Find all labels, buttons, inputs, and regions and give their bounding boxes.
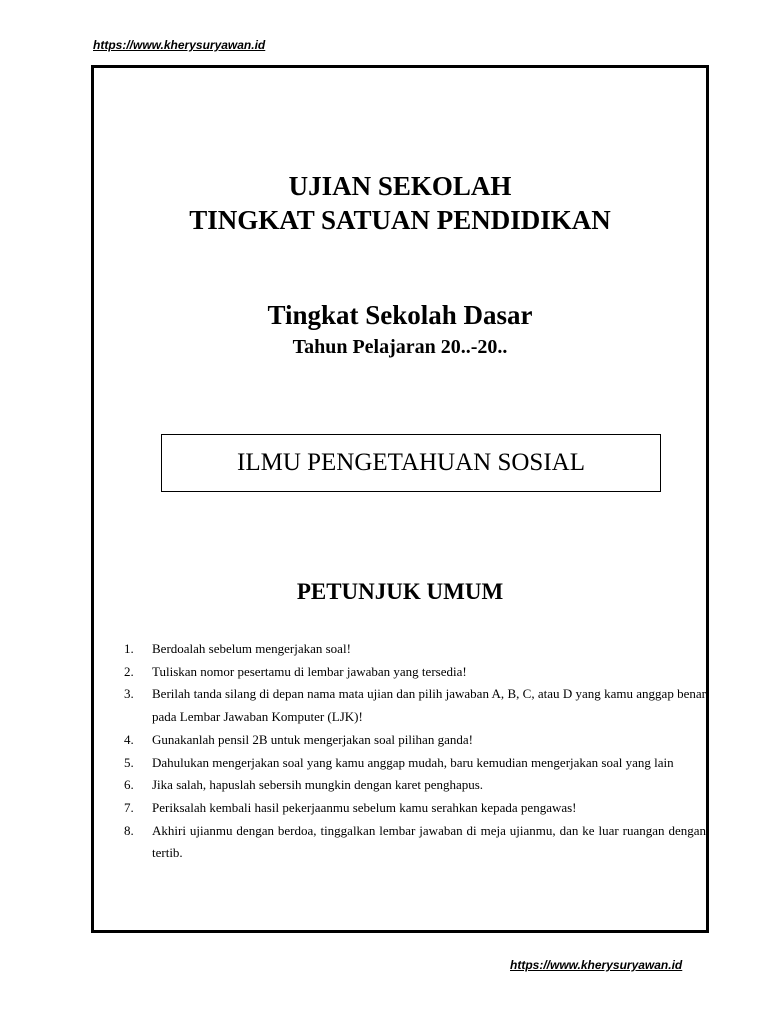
- exam-title: UJIAN SEKOLAH: [288, 171, 512, 201]
- school-level: Tingkat Sekolah Dasar: [267, 300, 533, 330]
- instruction-number: 6.: [124, 777, 134, 793]
- instruction-item: [124, 752, 706, 775]
- instruction-text: Periksalah kembali hasil pekerjaanmu sebelum kamu serahkan kepada pengawas!: [152, 799, 577, 815]
- instruction-text: Akhiri ujianmu dengan berdoa, tinggalkan lembar jawaban di meja ujianmu, dan ke luar ruangan dengan tertib.: [152, 822, 706, 861]
- instruction-list: [124, 638, 706, 865]
- instruction-text: Gunakanlah pensil 2B untuk mengerjakan soal pilihan ganda!: [152, 731, 473, 747]
- instruction-number: 1.: [124, 641, 134, 656]
- instruction-item: [124, 638, 706, 661]
- instruction-text: Dahulukan mengerjakan soal yang kamu anggap mudah, baru kemudian mengerjakan soal yang lain: [152, 754, 674, 770]
- instruction-item: [124, 797, 706, 820]
- instruction-item: [124, 683, 706, 728]
- instruction-number: 8.: [124, 822, 134, 838]
- instruction-item: [124, 774, 706, 797]
- footer-website-link[interactable]: https://www.kherysuryawan.id: [510, 958, 683, 972]
- instruction-text: Berdoalah sebelum mengerjakan soal!: [152, 641, 351, 656]
- header-website-link[interactable]: https://www.kherysuryawan.id: [93, 38, 266, 52]
- instruction-item: [124, 661, 706, 684]
- instruction-text: Jika salah, hapuslah sebersih mungkin dengan karet penghapus.: [152, 777, 484, 793]
- subject-name: ILMU PENGETAHUAN SOSIAL: [237, 449, 585, 476]
- general-instructions-heading: PETUNJUK UMUM: [296, 579, 504, 604]
- cover-frame: [91, 65, 709, 933]
- instruction-number: 4.: [124, 731, 134, 747]
- instruction-number: 7.: [124, 799, 134, 815]
- instruction-item: [124, 729, 706, 752]
- academic-year: Tahun Pelajaran 20..-20..: [292, 336, 508, 358]
- instruction-number: 2.: [124, 663, 134, 679]
- instruction-number: 5.: [124, 754, 134, 770]
- instruction-text: Berilah tanda silang di depan nama mata ujian dan pilih jawaban A, B, C, atau D yang kamu anggap benar pada Lembar Jawaban Komputer (LJK)!: [152, 686, 706, 725]
- subject-box: [161, 434, 661, 492]
- instruction-text: Tuliskan nomor pesertamu di lembar jawaban yang tersedia!: [152, 663, 467, 679]
- instruction-item: [124, 820, 706, 865]
- exam-subtitle: TINGKAT SATUAN PENDIDIKAN: [189, 205, 611, 235]
- instruction-number: 3.: [124, 686, 134, 702]
